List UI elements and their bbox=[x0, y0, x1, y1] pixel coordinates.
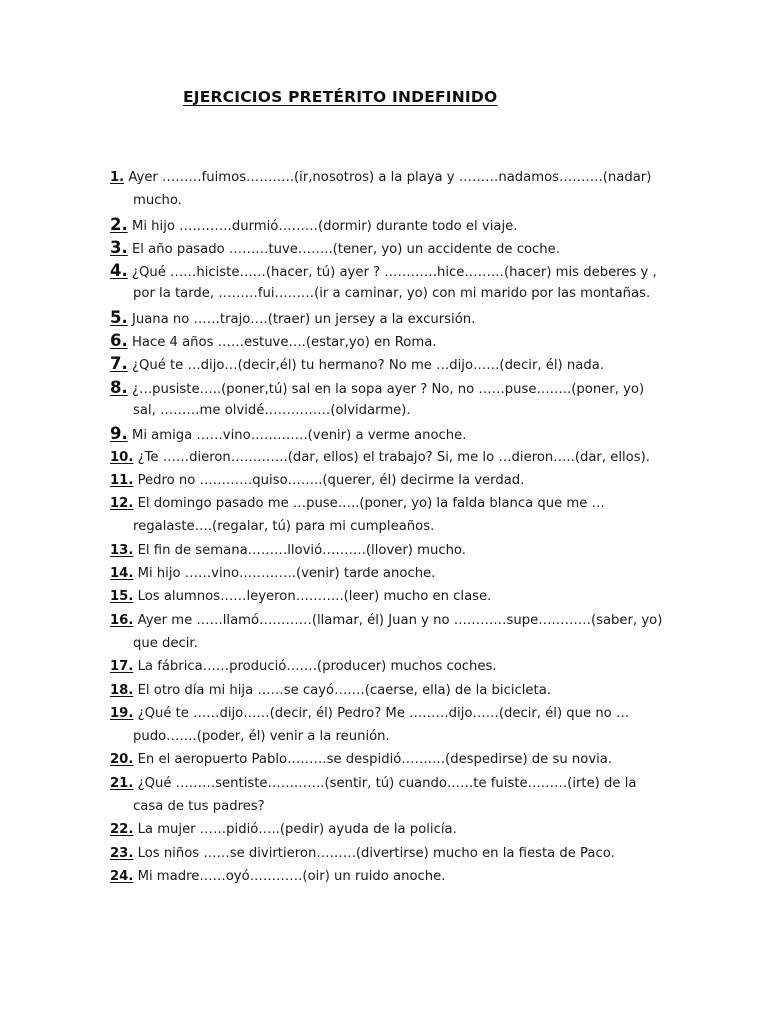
exercise-number: 8. bbox=[110, 377, 128, 397]
exercise-text: que decir. bbox=[133, 635, 198, 651]
exercise-number: 9. bbox=[110, 424, 128, 444]
exercise-text: El otro día mi hija ……se cayó…….(caerse, ella) de la bicicleta. bbox=[137, 682, 551, 698]
exercise-number: 15. bbox=[110, 589, 134, 605]
exercise-number: 6. bbox=[110, 331, 128, 351]
exercise-item-continuation bbox=[110, 189, 710, 212]
exercise-number: 24. bbox=[110, 868, 134, 884]
exercise-text: Juana no ……trajo….(traer) un jersey a la excursión. bbox=[131, 311, 476, 327]
exercise-text: La fábrica……produció…….(producer) muchos coches. bbox=[137, 659, 497, 675]
exercise-item-continuation bbox=[110, 795, 710, 818]
exercise-number: 14. bbox=[110, 566, 134, 582]
exercise-number: 17. bbox=[110, 659, 134, 675]
exercise-number: 11. bbox=[110, 472, 134, 488]
exercise-text: Ayer me ……llamó…………(llamar, él) Juan y no …………supe…………(saber, yo) bbox=[137, 612, 663, 628]
exercise-item-continuation bbox=[110, 632, 710, 655]
exercise-item bbox=[110, 539, 710, 562]
exercise-item bbox=[110, 329, 710, 352]
exercise-number: 18. bbox=[110, 682, 134, 698]
exercise-item bbox=[110, 562, 710, 585]
exercise-text: ¿Qué ……hiciste……(hacer, tú) ayer ? …………hice………(hacer) mis deberes y , bbox=[131, 265, 657, 281]
exercise-item bbox=[110, 259, 710, 282]
page-title: EJERCICIOS PRETÉRITO INDEFINIDO bbox=[183, 88, 498, 106]
exercise-number: 20. bbox=[110, 752, 134, 768]
exercise-text: Ayer ………fuimos………..(ir,nosotros) a la playa y ………nadamos……….(nadar) bbox=[128, 170, 652, 185]
exercise-number: 22. bbox=[110, 822, 134, 838]
exercise-text: ¿…pusiste…..(poner,tú) sal en la sopa ayer ? No, no ……puse……..(poner, yo) bbox=[131, 381, 645, 397]
exercise-number: 23. bbox=[110, 845, 134, 861]
exercise-text: En el aeropuerto Pablo………se despidió……….(despedirse) de su novia. bbox=[137, 752, 613, 768]
exercise-number: 5. bbox=[110, 307, 128, 327]
exercise-number: 12. bbox=[110, 496, 134, 512]
exercise-item bbox=[110, 492, 710, 515]
exercise-item bbox=[110, 818, 710, 841]
exercise-text: regalaste….(regalar, tú) para mi cumpleaños. bbox=[133, 519, 435, 535]
exercise-text: La mujer ……pidió…..(pedir) ayuda de la policía. bbox=[137, 822, 457, 838]
exercise-text: El fin de semana………llovió……….(llover) mucho. bbox=[137, 542, 466, 558]
exercise-text: Hace 4 años ……estuve….(estar,yo) en Roma. bbox=[131, 335, 437, 351]
exercise-text: ¿Qué te ……dijo……(decir, él) Pedro? Me ………dijo……(decir, él) que no … bbox=[137, 705, 630, 721]
exercise-item-continuation bbox=[110, 282, 710, 305]
exercise-list bbox=[110, 166, 710, 888]
exercise-text: ¿Te ……dieron………….(dar, ellos) el trabajo? Si, me lo …dieron…..(dar, ellos). bbox=[137, 449, 650, 465]
exercise-text: El domingo pasado me …puse…..(poner, yo) la falda blanca que me … bbox=[137, 496, 605, 512]
exercise-item bbox=[110, 865, 710, 888]
exercise-item bbox=[110, 306, 710, 329]
exercise-number: 10. bbox=[110, 449, 134, 465]
exercise-number: 19. bbox=[110, 705, 134, 721]
exercise-text: por la tarde, ………fui………(ir a caminar, yo) con mi marido por las montañas. bbox=[133, 286, 651, 302]
exercise-number: 16. bbox=[110, 612, 134, 628]
exercise-item-continuation bbox=[110, 515, 710, 538]
exercise-item bbox=[110, 166, 710, 189]
exercise-item bbox=[110, 376, 710, 399]
exercise-text: Mi madre……oyó…………(oir) un ruido anoche. bbox=[137, 868, 446, 884]
exercise-text: Mi hijo …………durmió………(dormir) durante todo el viaje. bbox=[131, 218, 518, 234]
exercise-item bbox=[110, 772, 710, 795]
exercise-item bbox=[110, 446, 710, 469]
exercise-text: mucho. bbox=[133, 193, 182, 209]
exercise-number: 3. bbox=[110, 237, 128, 257]
exercise-item bbox=[110, 585, 710, 608]
exercise-item bbox=[110, 748, 710, 771]
exercise-text: Mi hijo ……vino………….(venir) tarde anoche. bbox=[137, 566, 436, 582]
exercise-text: Los niños ……se divirtieron………(divertirse) mucho en la fiesta de Paco. bbox=[137, 845, 615, 861]
exercise-item-continuation bbox=[110, 725, 710, 748]
exercise-text: Pedro no …………quiso……..(querer, él) decirme la verdad. bbox=[137, 472, 525, 488]
exercise-item bbox=[110, 702, 710, 725]
exercise-item bbox=[110, 842, 710, 865]
exercise-number: 4. bbox=[110, 261, 128, 281]
exercise-text: ¿Qué te …dijo…(decir,él) tu hermano? No me …dijo……(decir, él) nada. bbox=[131, 358, 604, 374]
exercise-text: El año pasado ………tuve……..(tener, yo) un accidente de coche. bbox=[131, 241, 560, 257]
exercise-number: 13. bbox=[110, 542, 134, 558]
exercise-item bbox=[110, 469, 710, 492]
exercise-text: sal, ………me olvidé……………(olvidarme). bbox=[133, 402, 411, 418]
exercise-number: 2. bbox=[110, 214, 128, 234]
exercise-item bbox=[110, 352, 710, 375]
exercise-text: Mi amiga ……vino………….(venir) a verme anoche. bbox=[131, 428, 467, 444]
exercise-item bbox=[110, 236, 710, 259]
exercise-item bbox=[110, 679, 710, 702]
exercise-item-continuation bbox=[110, 399, 710, 422]
exercise-number: 21. bbox=[110, 775, 134, 791]
exercise-text: Los alumnos……leyeron………..(leer) mucho en clase. bbox=[137, 589, 492, 605]
exercise-text: casa de tus padres? bbox=[133, 799, 265, 815]
exercise-item bbox=[110, 655, 710, 678]
exercise-number: 7. bbox=[110, 354, 128, 374]
exercise-item bbox=[110, 213, 710, 236]
exercise-item bbox=[110, 422, 710, 445]
exercise-text: ¿Qué ………sentiste………….(sentir, tú) cuando……te fuiste………(irte) de la bbox=[137, 775, 637, 791]
exercise-text: pudo…….(poder, él) venir a la reunión. bbox=[133, 729, 390, 745]
exercise-number: 1. bbox=[110, 170, 125, 185]
exercise-item bbox=[110, 609, 710, 632]
